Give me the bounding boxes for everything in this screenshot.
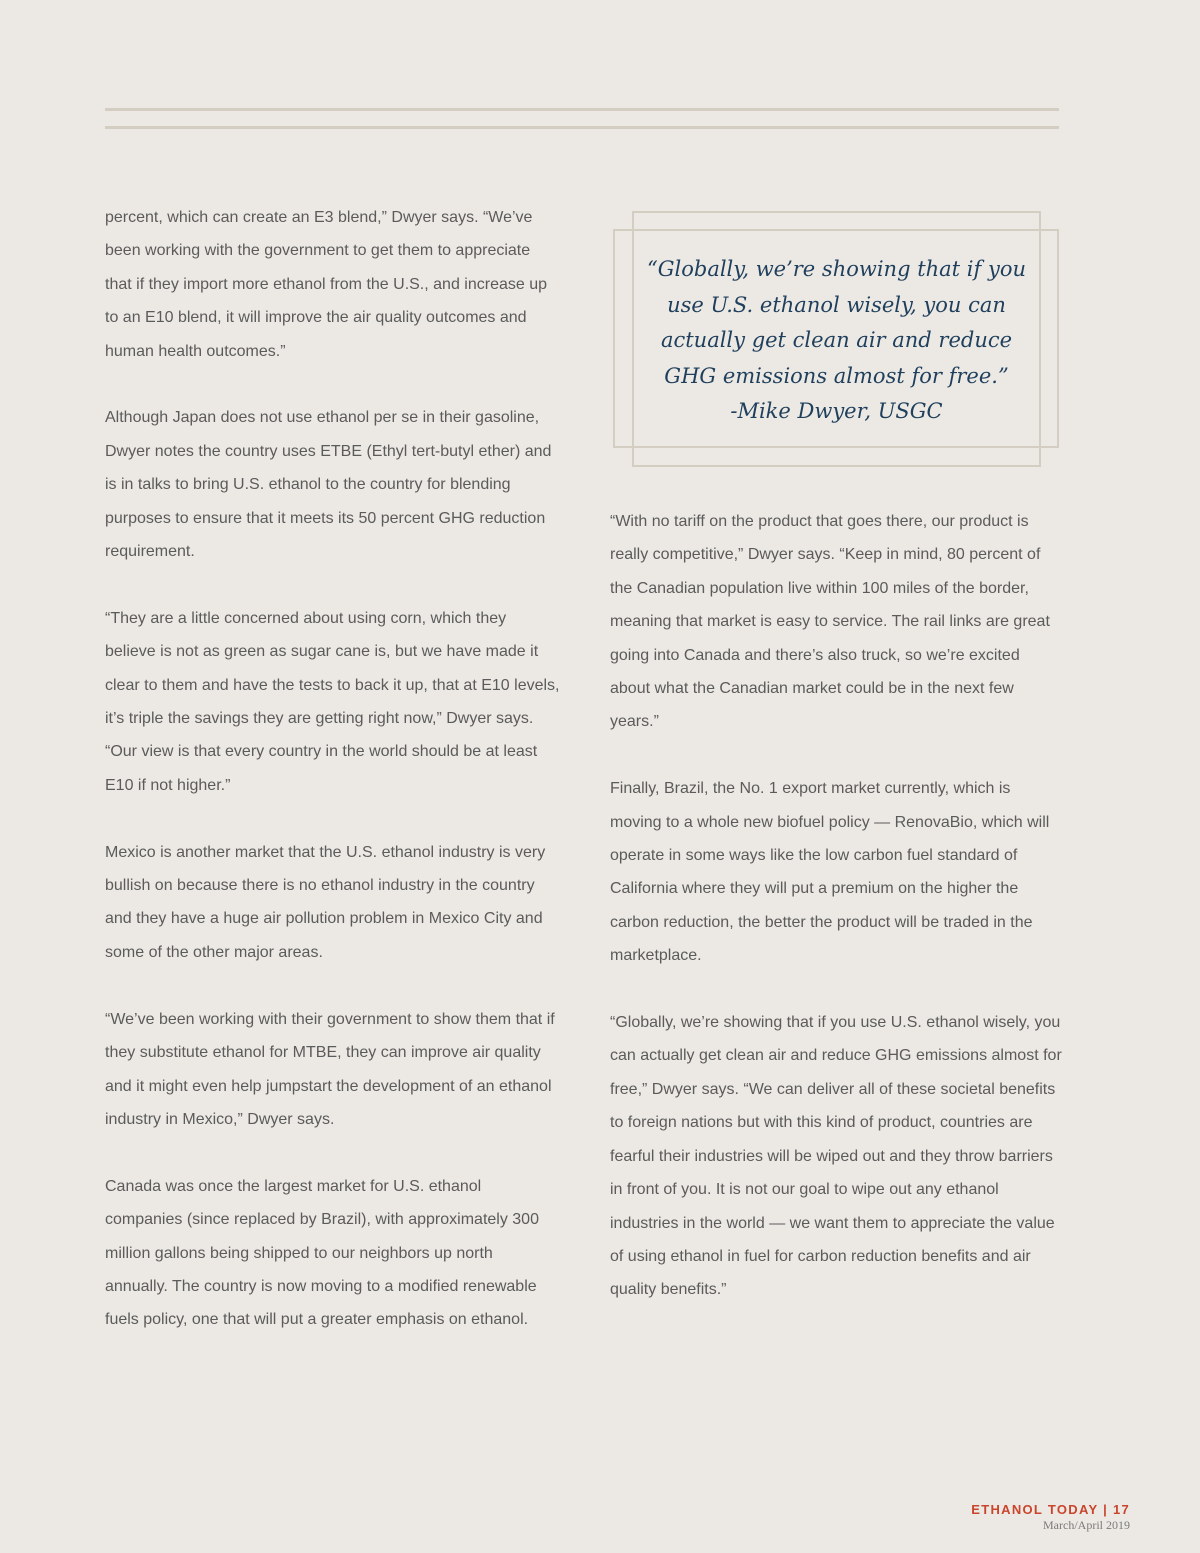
left-column — [105, 201, 560, 1370]
pull-quote-attribution: -Mike Dwyer, USGC — [730, 399, 943, 423]
header-rule-top — [105, 108, 1059, 111]
header-rule-bottom — [105, 126, 1059, 129]
issue-date: March/April 2019 — [1043, 1518, 1130, 1532]
publication-folio: ETHANOL TODAY | 17 — [971, 1502, 1130, 1517]
paragraph: Finally, Brazil, the No. 1 export market currently, which is moving to a whole new biofuel policy — RenovaBio, which will operate in some ways like the low carbon fuel standard of California where they will put a premium on the higher the carbon reduction, the better the product will be traded in the marketplace. — [610, 780, 1050, 965]
pull-quote — [632, 252, 1041, 430]
paragraph: “With no tariff on the product that goes there, our product is really competitive,” Dwyer says. “Keep in mind, 80 percent of the Canadian population live within 100 miles of the border, meaning that market is easy to service. The rail links are great going into Canada and there’s also truck, so we’re excited about what the Canadian market could be in the next few years.” — [610, 513, 1050, 731]
pull-quote-line: “Globally, we’re showing that if you — [647, 257, 1026, 281]
paragraph: “Globally, we’re showing that if you use U.S. ethanol wisely, you can actually get clean air and reduce GHG emissions almost for free,” Dwyer says. “We can deliver all of these societal benefits to foreign nations but with this kind of product, countries are fearful their industries will be wiped out and they throw barriers in front of you. It is not our goal to wipe out any ethanol industries in the world — we want them to appreciate the value of using ethanol in fuel for carbon reduction benefits and air quality benefits.” — [610, 1014, 1062, 1299]
paragraph: percent, which can create an E3 blend,” Dwyer says. “We’ve been working with the government to get them to appreciate that if they import more ethanol from the U.S., and increase up to an E10 blend, it will improve the air quality outcomes and human health outcomes.” — [105, 209, 547, 360]
right-column — [610, 505, 1062, 1340]
paragraph: Canada was once the largest market for U.S. ethanol companies (since replaced by Brazil), with approximately 300 million gallons being shipped to our neighbors up north annually. The country is now moving to a modified renewable fuels policy, one that will put a greater emphasis on ethanol. — [105, 1177, 539, 1329]
paragraph: Although Japan does not use ethanol per se in their gasoline, Dwyer notes the country uses ETBE (Ethyl tert-butyl ether) and is in talks to bring U.S. ethanol to the country for blending purposes to ensure that it meets its 50 percent GHG reduction requirement. — [105, 409, 552, 561]
paragraph: “They are a little concerned about using corn, which they believe is not as green as sugar cane is, but we have made it clear to them and have the tests to back it up, that at E10 levels, it’s triple the savings they are getting right now,” Dwyer says. “Our view is that every country in the world should be at least E10 if not higher.” — [105, 609, 560, 794]
pull-quote-line: GHG emissions almost for free.” — [664, 363, 1009, 388]
page-footer — [971, 1502, 1130, 1532]
pull-quote-line: actually get clean air and reduce — [660, 328, 1013, 352]
paragraph: “We’ve been working with their government to show them that if they substitute ethanol for MTBE, they can improve air quality and it might even help jumpstart the development of an ethanol industry in Mexico,” Dwyer says. — [105, 1010, 555, 1128]
paragraph: Mexico is another market that the U.S. ethanol industry is very bullish on because there is no ethanol industry in the country and they have a huge air pollution problem in Mexico City and some of the other major areas. — [105, 843, 546, 961]
pull-quote-line: use U.S. ethanol wisely, you can — [667, 292, 1006, 317]
